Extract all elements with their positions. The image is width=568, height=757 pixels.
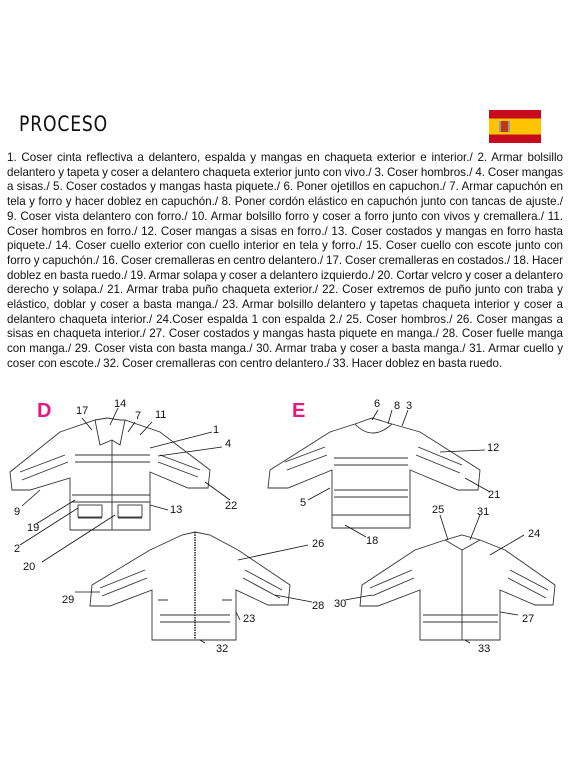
process-step: 30. Armar traba y coser a basta manga./ [256,342,466,356]
process-step: 7. Armar capuchón en tela y forro y hacer doblez en capuchón./ [7,180,563,209]
label-e-18: 18 [366,535,379,547]
label-d-17: 17 [76,405,89,417]
label-d-4: 4 [225,438,232,450]
process-step: 17. Coser cremalleras en costados./ [326,253,511,267]
process-step: 18. Hacer doblez en basta ruedo./ [7,253,563,282]
jacket-e-back [268,418,480,528]
label-d-22: 22 [225,500,238,512]
label-fi-29: 29 [62,594,75,606]
label-bi-30: 30 [334,598,347,610]
process-step: 15. Coser cuello con escote junto con forro y capuchón./ [7,239,563,267]
label-d-9: 9 [14,506,21,518]
process-step: 4. Coser mangas a sisas./ [7,165,564,194]
leader-lines [20,408,524,643]
label-bi-31: 31 [477,506,490,518]
label-d-19: 19 [27,522,40,534]
label-d-1: 1 [213,424,220,436]
process-step: 12. Coser mangas a sisas en forro./ [141,224,328,238]
label-bi-24: 24 [528,528,541,540]
page-title: PROCESO [19,112,109,136]
label-bi-25: 25 [432,504,445,516]
process-step: 20. Cortar velcro y coser a delantero derecho y solapa./ [7,268,564,297]
label-d-14: 14 [114,398,127,410]
label-d-11: 11 [155,409,167,421]
process-step: 2. Armar bolsillo delantero y tapeta y coser a delantero chaqueta exterior junto con vivo./ [7,151,563,179]
process-step: 27. Coser costados y mangas hasta piquete en manga./ [149,327,439,341]
label-e-12: 12 [487,442,500,454]
label-fi-28: 28 [312,600,325,612]
process-step: 32. Coser cremalleras con centro delantero./ [103,356,330,370]
spain-flag-icon [489,110,541,143]
view-e-letter: E [292,400,306,422]
label-d-13: 13 [170,504,183,516]
process-step: 23. Armar bolsillo delantero y tapetas chaqueta interior y coser a delantero chaqueta interior./ [7,298,563,326]
process-step: 1. Coser cinta reflectiva a delantero, espalda y mangas en chaqueta exterior e interior./ [7,151,473,164]
label-e-3: 3 [406,400,413,412]
process-step: 5. Coser costados y mangas hasta piquete./ [53,180,281,194]
process-step: 24.Coser espalda 1 con espalda 2./ [156,312,343,326]
process-step: 9. Coser vista delantero con forro./ [7,209,188,223]
process-step: 19. Armar solapa y coser a delantero izquierdo./ [130,268,375,282]
process-step: 21. Armar traba puño chaqueta exterior./ [107,283,319,297]
view-d-letter: D [37,400,52,422]
label-d-2: 2 [14,543,21,555]
process-step: 33. Hacer doblez en basta ruedo. [332,356,503,370]
label-e-5: 5 [300,497,307,509]
label-e-6: 6 [374,398,381,410]
label-d-20: 20 [23,561,36,573]
process-step: 14. Coser cuello exterior con cuello interior en tela y forro./ [55,239,362,253]
process-step: 25. Coser hombros./ [346,312,453,326]
process-step: 22. Coser extremos de puño junto con traba y elástico, doblar y coser a basta manga./ [7,283,563,312]
process-step: 29. Coser vista con basta manga./ [74,342,253,356]
label-fi-23: 23 [243,613,256,625]
process-step: 8. Poner cordón elástico en capuchón junto con tancas de ajuste./ [221,195,563,209]
label-fi-26: 26 [312,538,325,550]
process-step: 13. Coser costados y mangas en forro hasta piquete./ [7,224,563,253]
label-fi-32: 32 [216,643,229,655]
label-d-7: 7 [135,410,142,422]
jacket-inner-front [90,532,290,640]
label-e-8: 8 [394,400,401,412]
process-step: 10. Armar bolsillo forro y coser a forro junto con vivos y cremallera./ [191,209,544,223]
process-step: 28. Coser fuelle manga con manga./ [7,327,564,356]
process-step: 6. Poner ojetillos en capuchon./ [283,180,446,194]
process-steps [7,151,563,372]
garment-diagram [0,385,568,665]
process-step: 31. Armar cuello y coser con escote./ [7,342,564,370]
label-bi-27: 27 [522,613,535,625]
process-step: 11. Coser hombros en forro./ [7,209,564,238]
process-step: 16. Coser cremalleras en centro delantero./ [101,253,324,267]
label-e-21: 21 [488,489,501,501]
label-bi-33: 33 [478,643,491,655]
process-step: 26. Coser mangas a sisas en chaqueta interior./ [7,312,563,341]
process-step: 3. Coser hombros./ [374,165,473,179]
